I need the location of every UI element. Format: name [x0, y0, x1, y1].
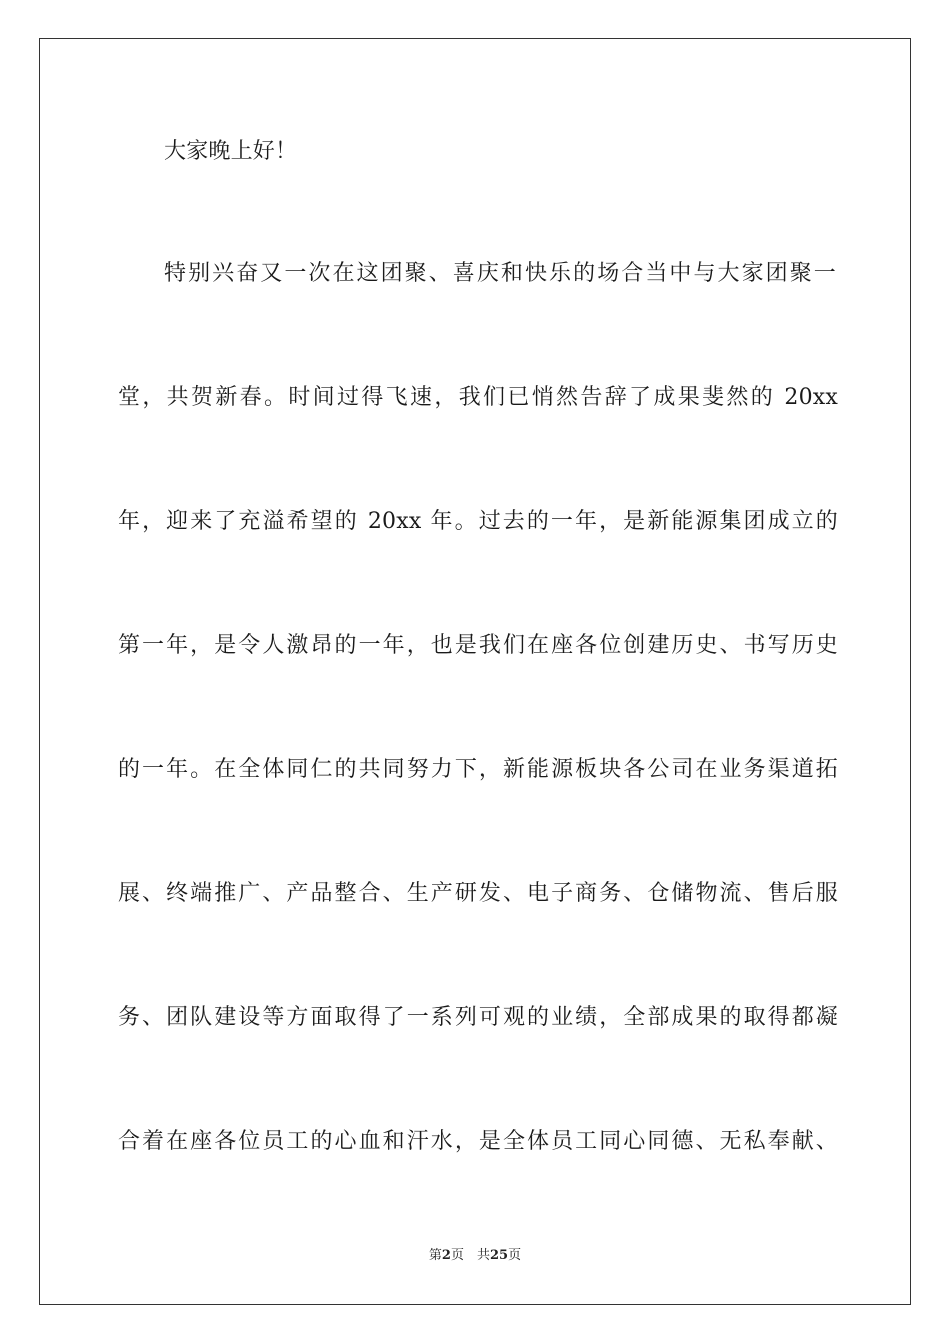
paragraph-line-5: 的一年。在全体同仁的共同努力下，新能源板块各公司在业务渠道拓 [118, 757, 838, 782]
page-number-footer [0, 1247, 950, 1265]
paragraph-line-2: 堂，共贺新春。时间过得飞速，我们已悄然告辞了成果斐然的 20xx [118, 385, 838, 410]
paragraph-line-4: 第一年，是令人激昂的一年，也是我们在座各位创建历史、书写历史 [118, 633, 838, 658]
page-current: 2 [441, 1248, 451, 1263]
paragraph-line-6: 展、终端推广、产品整合、生产研发、电子商务、仓储物流、售后服 [118, 881, 838, 906]
page-suffix: 页 [508, 1248, 522, 1263]
paragraph-line-7: 务、团队建设等方面取得了一系列可观的业绩，全部成果的取得都凝 [118, 1005, 838, 1030]
page-border [39, 38, 911, 1305]
greeting-line: 大家晚上好！ [164, 139, 298, 164]
paragraph-line-3: 年，迎来了充溢希望的 20xx 年。过去的一年，是新能源集团成立的 [118, 509, 838, 534]
page-prefix: 第 [428, 1248, 442, 1263]
page-total: 25 [489, 1248, 509, 1263]
page-mid: 页 共 [450, 1248, 490, 1263]
paragraph-line-8: 合着在座各位员工的心血和汗水，是全体员工同心同德、无私奉献、 [118, 1129, 838, 1154]
paragraph-line-1: 特别兴奋又一次在这团聚、喜庆和快乐的场合当中与大家团聚一 [164, 261, 836, 286]
